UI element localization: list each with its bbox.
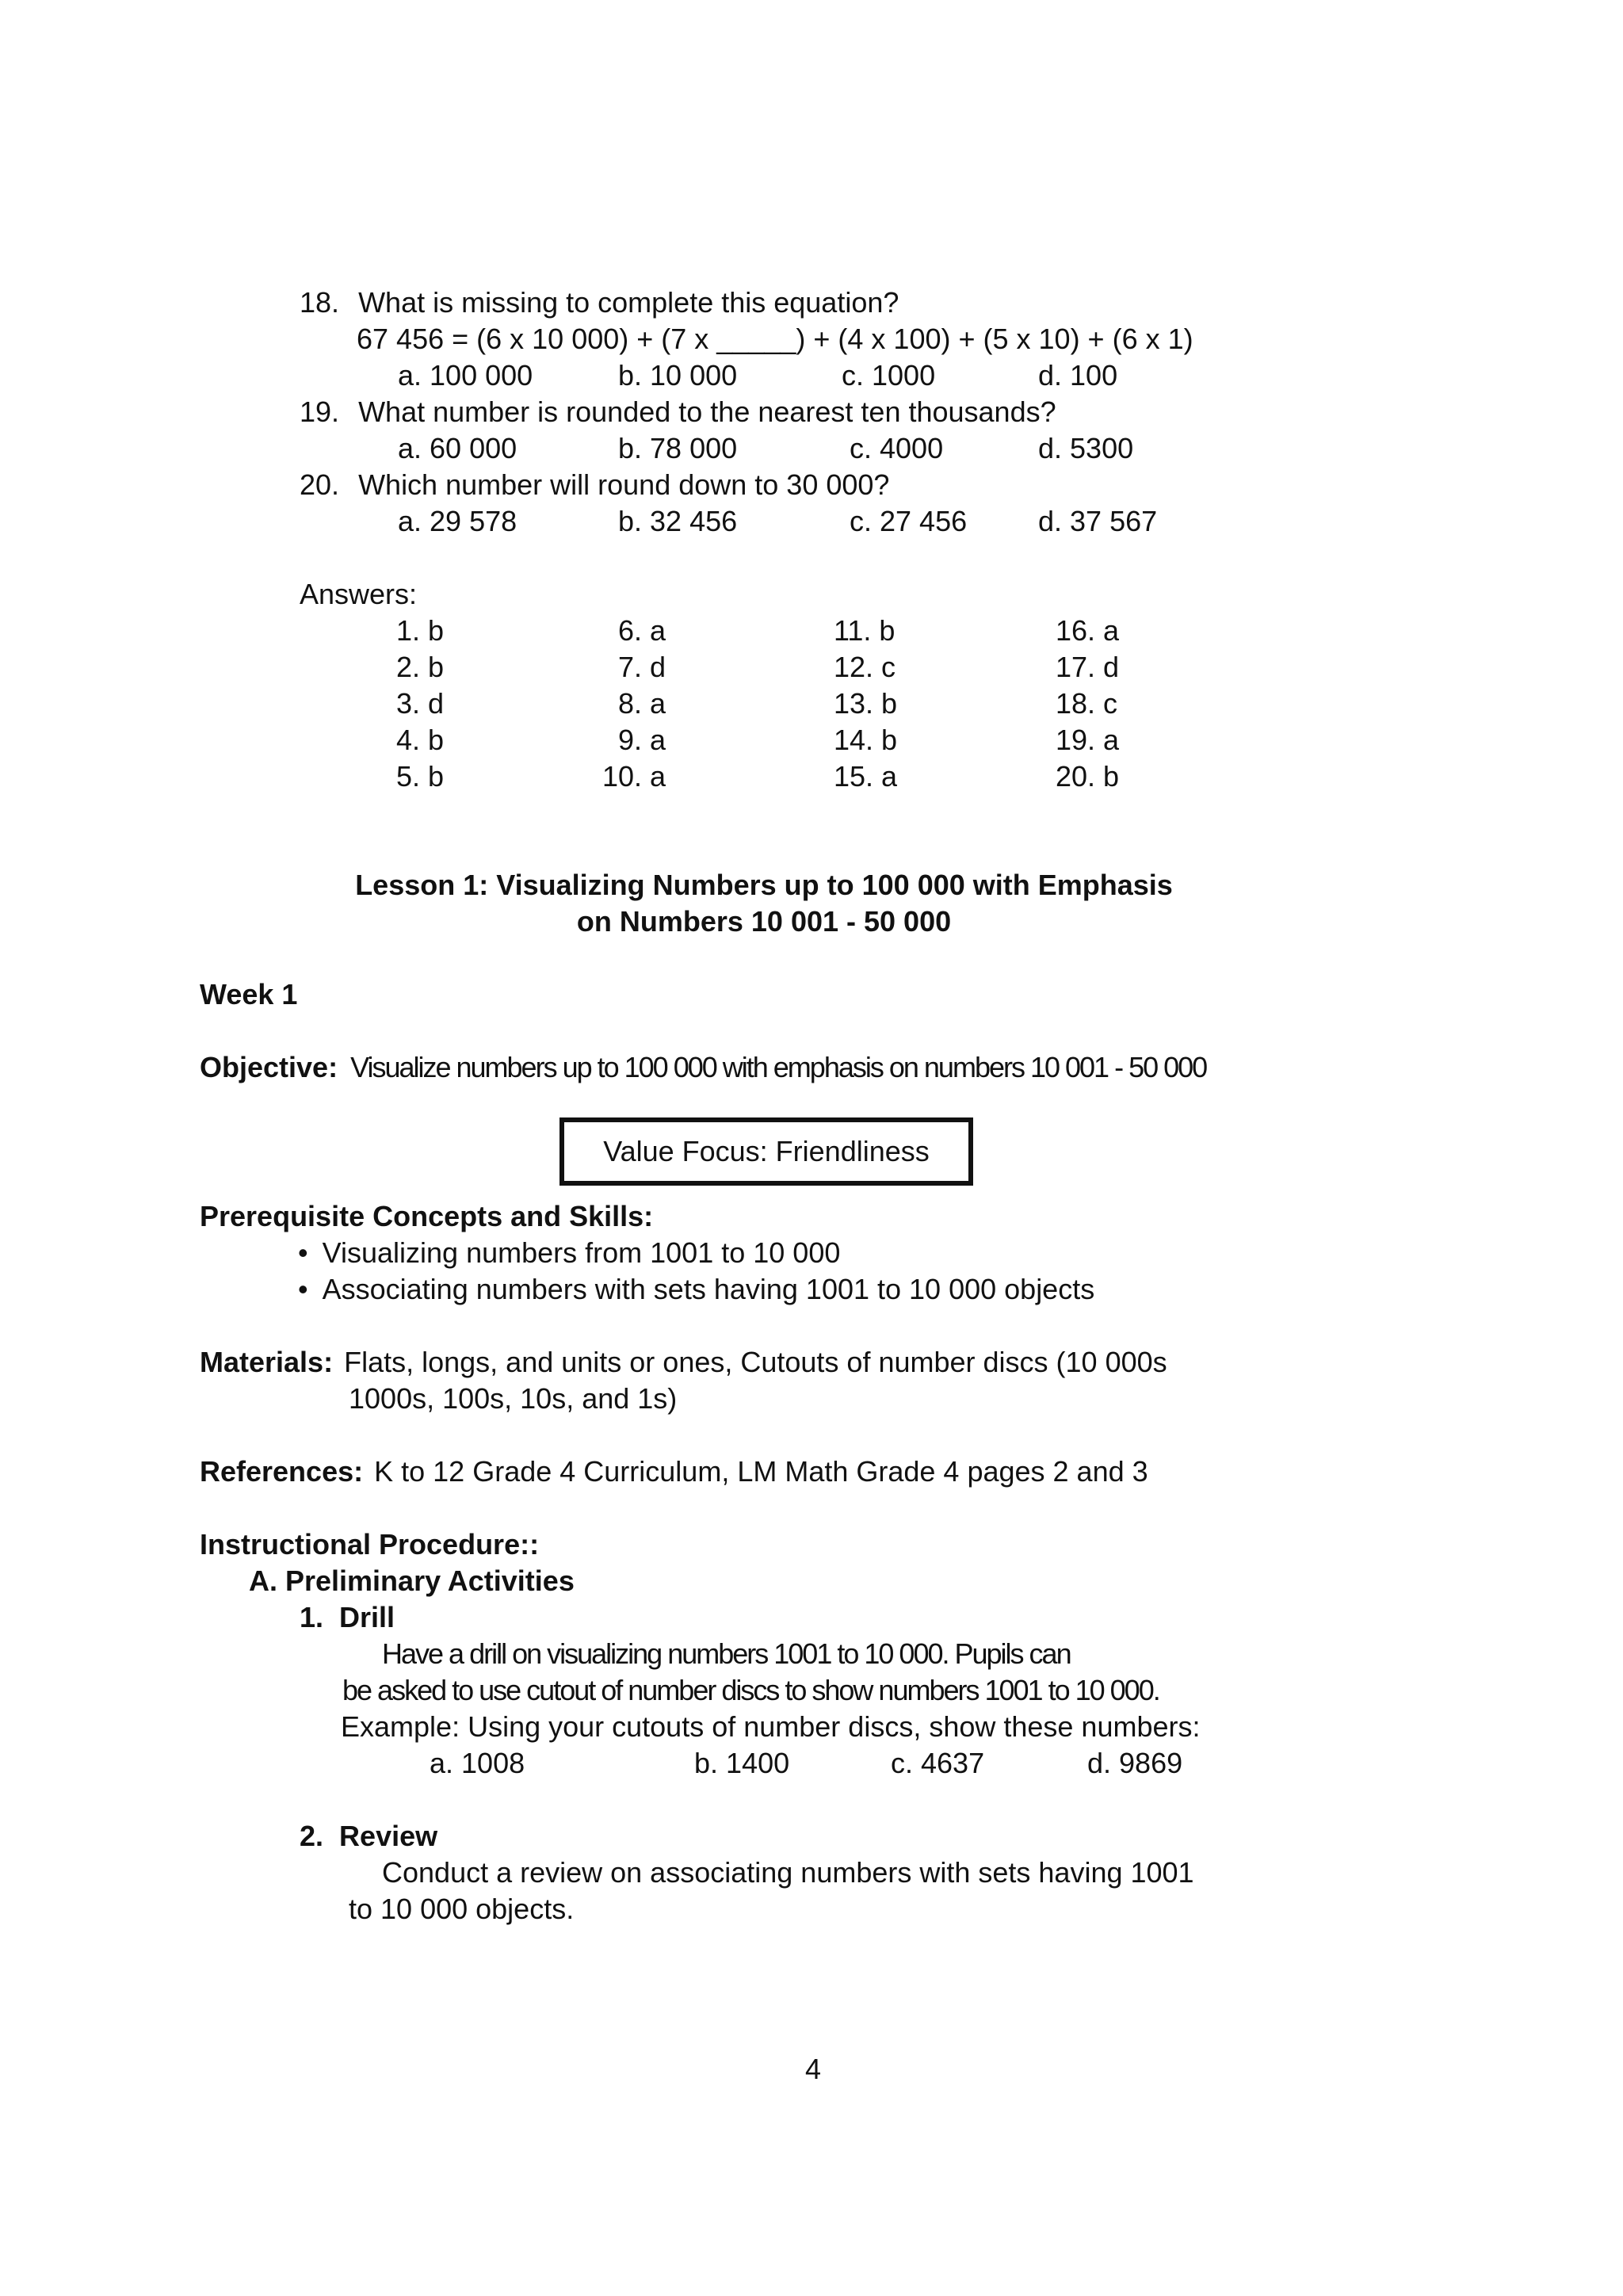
- materials: [200, 1344, 1167, 1381]
- answer-item: 14. b: [834, 724, 898, 756]
- answer-item: 16. a: [1056, 614, 1120, 647]
- drill-option-c: c. 4637: [891, 1747, 985, 1779]
- option-b: b. 78 000: [618, 432, 738, 464]
- lesson-title-line2: on Numbers 10 001 - 50 000: [576, 905, 952, 938]
- option-c: c. 1000: [842, 359, 936, 392]
- question-number: 18.: [300, 286, 340, 319]
- prerequisite-heading: Prerequisite Concepts and Skills:: [200, 1200, 654, 1232]
- review-number: 2.: [300, 1820, 324, 1852]
- option-c: c. 4000: [850, 432, 944, 464]
- question-20: [300, 467, 889, 503]
- lesson-title-line1: Lesson 1: Visualizing Numbers up to 100 000 with Emphasis: [355, 869, 1173, 901]
- value-focus-box: [559, 1117, 973, 1186]
- materials-line2: 1000s, 100s, 10s, and 1s): [349, 1382, 678, 1415]
- option-d: d. 5300: [1038, 432, 1134, 464]
- option-a: a. 60 000: [398, 432, 517, 464]
- objective: [200, 1049, 1206, 1086]
- answer-item: 4. b: [396, 724, 445, 756]
- question-text: Which number will round down to 30 000?: [358, 468, 890, 501]
- week-label: Week 1: [200, 978, 298, 1010]
- answers-heading: Answers:: [300, 578, 418, 610]
- prerequisite-item: [298, 1235, 840, 1271]
- answer-item: 9. a: [618, 724, 666, 756]
- answer-item: 1. b: [396, 614, 445, 647]
- option-a: a. 100 000: [398, 359, 533, 392]
- answer-item: 11. b: [834, 614, 896, 647]
- page-number: 4: [805, 2053, 822, 2085]
- prerequisite-item-text: Associating numbers with sets having 1001 to 10 000 objects: [322, 1273, 1095, 1305]
- answer-item: 7. d: [618, 651, 666, 683]
- question-number: 20.: [300, 468, 340, 501]
- review-line1: Conduct a review on associating numbers with sets having 1001: [382, 1856, 1194, 1889]
- question-text: What number is rounded to the nearest ten thousands?: [358, 395, 1056, 428]
- option-c: c. 27 456: [850, 505, 968, 537]
- materials-label: Materials:: [200, 1346, 334, 1378]
- answer-item: 6. a: [618, 614, 666, 647]
- answer-item: 12. c: [834, 651, 896, 683]
- materials-line1: Flats, longs, and units or ones, Cutouts of number discs (10 000s: [344, 1346, 1167, 1378]
- answer-item: 20. b: [1056, 760, 1120, 793]
- question-text: What is missing to complete this equation?: [358, 286, 899, 319]
- value-focus-text: Value Focus: Friendliness: [603, 1135, 930, 1167]
- option-d: d. 37 567: [1038, 505, 1158, 537]
- question-number: 19.: [300, 395, 340, 428]
- answer-item: 3. d: [396, 687, 445, 720]
- answer-item: 13. b: [834, 687, 898, 720]
- drill-line2: be asked to use cutout of number discs to show numbers 1001 to 10 000.: [342, 1674, 1159, 1706]
- option-d: d. 100: [1038, 359, 1118, 392]
- drill-example: Example: Using your cutouts of number discs, show these numbers:: [341, 1710, 1201, 1743]
- drill-number: 1.: [300, 1601, 324, 1633]
- option-b: b. 32 456: [618, 505, 738, 537]
- references: [200, 1454, 1148, 1490]
- bullet-icon: •: [298, 1236, 308, 1269]
- bullet-icon: •: [298, 1273, 308, 1305]
- prerequisite-item: [298, 1271, 1094, 1308]
- option-a: a. 29 578: [398, 505, 517, 537]
- procedure-heading: Instructional Procedure::: [200, 1528, 540, 1561]
- prerequisite-item-text: Visualizing numbers from 1001 to 10 000: [322, 1236, 841, 1269]
- review-line2: to 10 000 objects.: [349, 1893, 575, 1925]
- answer-item: 5. b: [396, 760, 445, 793]
- option-b: b. 10 000: [618, 359, 738, 392]
- drill-option-a: a. 1008: [430, 1747, 525, 1779]
- question-18: [300, 285, 899, 321]
- answer-item: 10. a: [602, 760, 666, 793]
- drill-option-b: b. 1400: [694, 1747, 790, 1779]
- question-19: [300, 394, 1056, 430]
- objective-text: Visualize numbers up to 100 000 with emphasis on numbers 10 001 - 50 000: [350, 1051, 1207, 1083]
- review-title: Review: [339, 1820, 438, 1852]
- drill-title: Drill: [339, 1601, 395, 1633]
- drill-line1: Have a drill on visualizing numbers 1001 to 10 000. Pupils can: [382, 1637, 1071, 1670]
- answer-item: 17. d: [1056, 651, 1120, 683]
- answer-item: 19. a: [1056, 724, 1120, 756]
- drill-option-d: d. 9869: [1087, 1747, 1183, 1779]
- references-text: K to 12 Grade 4 Curriculum, LM Math Grade 4 pages 2 and 3: [374, 1455, 1148, 1488]
- answer-item: 18. c: [1056, 687, 1118, 720]
- answer-item: 15. a: [834, 760, 898, 793]
- answer-item: 2. b: [396, 651, 445, 683]
- objective-label: Objective:: [200, 1051, 338, 1083]
- section-a-heading: A. Preliminary Activities: [249, 1564, 575, 1597]
- answer-item: 8. a: [618, 687, 666, 720]
- equation: 67 456 = (6 x 10 000) + (7 x _____) + (4 x 100) + (5 x 10) + (6 x 1): [357, 323, 1193, 355]
- review-heading: [300, 1818, 437, 1855]
- drill-heading: [300, 1599, 395, 1636]
- references-label: References:: [200, 1455, 364, 1488]
